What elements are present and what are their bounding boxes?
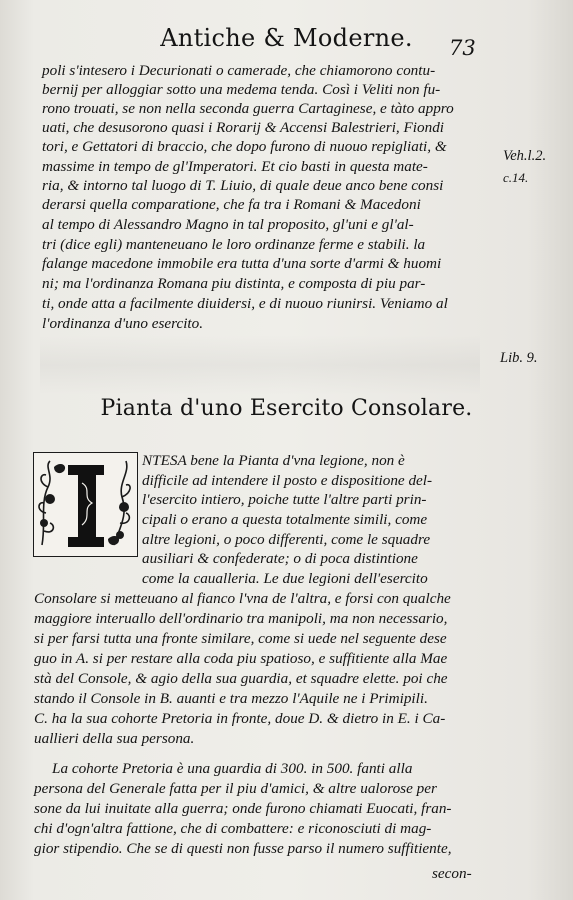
text-line: l'ordinanza d'uno esercito. (42, 315, 204, 332)
margin-note: c.14. (503, 170, 529, 185)
text-line: difficile ad intendere il posto e dispositione del- (142, 472, 433, 489)
text-line: uallieri della sua persona. (34, 730, 195, 747)
text-line: NTESA bene la Pianta d'vna legione, non è (142, 452, 405, 469)
text-line: ni; ma l'ordinanza Romana piu distinta, e composta di piu par- (42, 275, 426, 292)
text-line: La cohorte Pretoria è una guardia di 300. in 500. fanti alla (52, 760, 413, 777)
text-line: derarsi quella comparatione, che fa tra i Romani & Macedoni (42, 196, 421, 213)
text-line: l'esercito intiero, poiche tutte l'altre parti prin- (142, 491, 427, 508)
text-line: si per farsi tutta una fronte similare, come si uede nel seguente dese (34, 630, 447, 647)
text-line: Consolare si metteuano al fianco l'vna de l'altra, e forsi con qualche (34, 590, 451, 607)
catchword: secon- (432, 865, 472, 882)
text-line: cipali o erano a questa totalmente simili, come (142, 511, 428, 528)
text-line: rono trouati, se non nella seconda guerra Cartaginese, e tàto appro (42, 100, 454, 117)
text-line: gior stipendio. Che se di questi non fusse parso il numero suffitiente, (34, 840, 452, 857)
text-line: ria, & intorno tal luogo di T. Liuio, di quale deue anco bene consi (42, 177, 444, 194)
text-line: tri (dice egli) manteneuano le loro ordinanze ferme e stabili. la (42, 236, 426, 253)
text-line: altre legioni, o poco differenti, come le squadre (142, 531, 431, 548)
text-line: C. ha la sua cohorte Pretoria in fronte, doue D. & dietro in E. i Ca- (34, 710, 446, 727)
text-line: uati, che desusorono quasi i Rorarij & Accensi Balestrieri, Fiondi (42, 119, 445, 136)
text-line: guo in A. si per restare alla coda piu spatioso, e suffitiente alla Mae (34, 650, 448, 667)
text-line: stà del Console, & agio della sua guardia, et squadre elette. poi che (34, 670, 448, 687)
text-line: al tempo di Alessandro Magno in tal proposito, gl'uni e gl'al- (42, 216, 414, 233)
text-line: bernij per alloggiar sotto una medema tenda. Così i Veliti non fu- (42, 81, 441, 98)
bleed-through-shadow (40, 335, 480, 395)
text-line: falange macedone immobile era tutta d'una sorte d'armi & huomi (42, 255, 442, 272)
text-line: massime in tempo de gl'Imperatori. Et cio basti in questa mate- (42, 158, 428, 175)
text-line: maggiore interuallo dell'ordinario tra manipoli, ma non necessario, (34, 610, 448, 627)
text-line: stando il Console in B. auanti e tra mezzo l'Aquile ne i Primipili. (34, 690, 428, 707)
text-line: ausiliari & confederate; o di poca distintione (142, 550, 418, 567)
text-line: chi d'ogn'altra fattione, che di combattere: e riconosciuti di mag- (34, 820, 432, 837)
text-line: persona del Generale fatta per il piu d'amici, & altre ualorose per (34, 780, 437, 797)
running-header: Antiche & Moderne. (160, 24, 413, 52)
decorated-initial-i-icon (34, 453, 137, 556)
text-line: ti, onde atta a facilmente diuidersi, e di nuouo riunirsi. Veniamo al (42, 295, 448, 312)
margin-note: Lib. 9. (500, 350, 538, 366)
text-line: sone da lui inuitate alla guerra; onde furono chiamati Euocati, fran- (34, 800, 452, 817)
section-title: Pianta d'uno Esercito Consolare. (100, 396, 473, 421)
page-number: 73 (449, 36, 476, 60)
text-line: tori, e Gettatori di braccio, che dopo furono di nuouo repigliati, & (42, 138, 447, 155)
margin-note: Veh.l.2. (503, 148, 547, 164)
decorated-initial (33, 452, 138, 557)
text-line: come la caualleria. Le due legioni dell'esercito (142, 570, 428, 587)
text-line: poli s'intesero i Decurionati o camerade, che chiamorono contu- (42, 62, 436, 79)
